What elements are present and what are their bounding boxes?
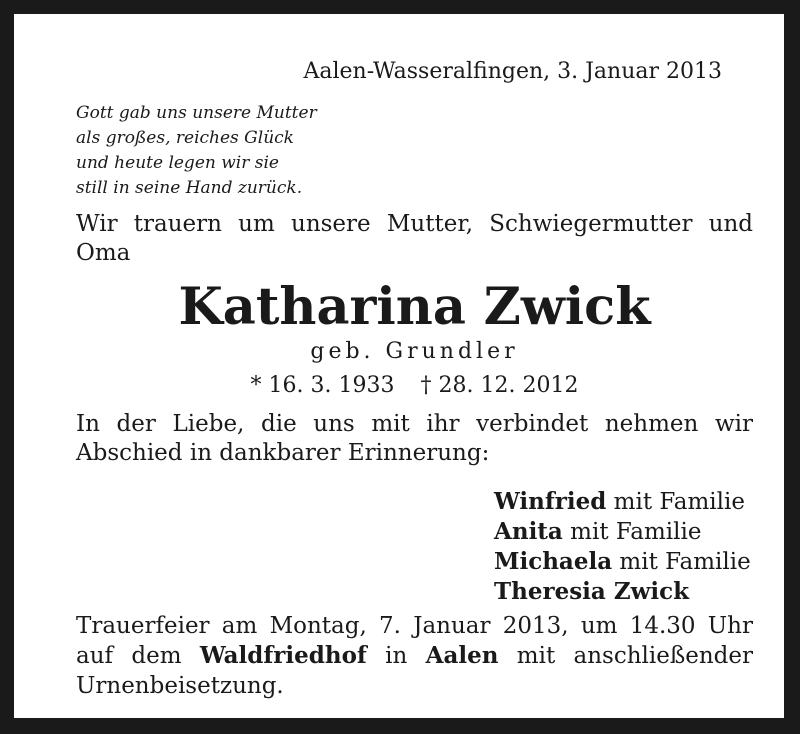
- mourner-suffix: mit Familie: [606, 489, 745, 515]
- mourner-name: Michaela: [494, 548, 613, 575]
- mourner-entry: [494, 487, 751, 517]
- place-date: Aalen-Wasseralfingen, 3. Januar 2013: [303, 59, 722, 84]
- mourner-suffix: mit Familie: [562, 519, 702, 545]
- mourner-name: Winfried: [494, 488, 607, 515]
- cemetery-name: Waldfriedhof: [199, 642, 367, 669]
- mourner-name: Theresia Zwick: [494, 578, 690, 605]
- birth-date: * 16. 3. 1933: [250, 373, 395, 398]
- farewell-text: In der Liebe, die uns mit ihr verbindet nehmen wir Abschied in dankbarer Erinnerung:: [76, 411, 753, 466]
- mourner-name: Anita: [494, 518, 563, 545]
- service-text: in: [366, 643, 426, 669]
- mourner-entry: [494, 577, 751, 607]
- life-dates: [76, 371, 753, 401]
- mourner-suffix: mit Familie: [612, 549, 751, 575]
- mourners-list: [494, 487, 751, 607]
- mourner-entry: [494, 517, 751, 547]
- deceased-name: Katharina Zwick: [178, 277, 651, 337]
- service-text: mit anschließender Urnenbeisetzung.: [76, 643, 753, 699]
- poem: [76, 101, 317, 201]
- poem-line: und heute legen wir sie: [76, 153, 279, 173]
- intro-text: Wir trauern um unsere Mutter, Schwiegermutter und Oma: [76, 211, 753, 266]
- death-date: † 28. 12. 2012: [420, 373, 579, 398]
- mourner-entry: [494, 547, 751, 577]
- poem-line: als großes, reiches Glück: [76, 128, 294, 148]
- service-info: [76, 611, 753, 701]
- poem-line: still in seine Hand zurück.: [76, 178, 303, 198]
- poem-line: Gott gab uns unsere Mutter: [76, 103, 317, 123]
- maiden-name: geb. Grundler: [310, 339, 519, 364]
- service-text: Trauerfeier am Montag, 7. Januar 2013, um 14.30 Uhr auf dem: [76, 613, 753, 669]
- city-name: Aalen: [425, 642, 499, 669]
